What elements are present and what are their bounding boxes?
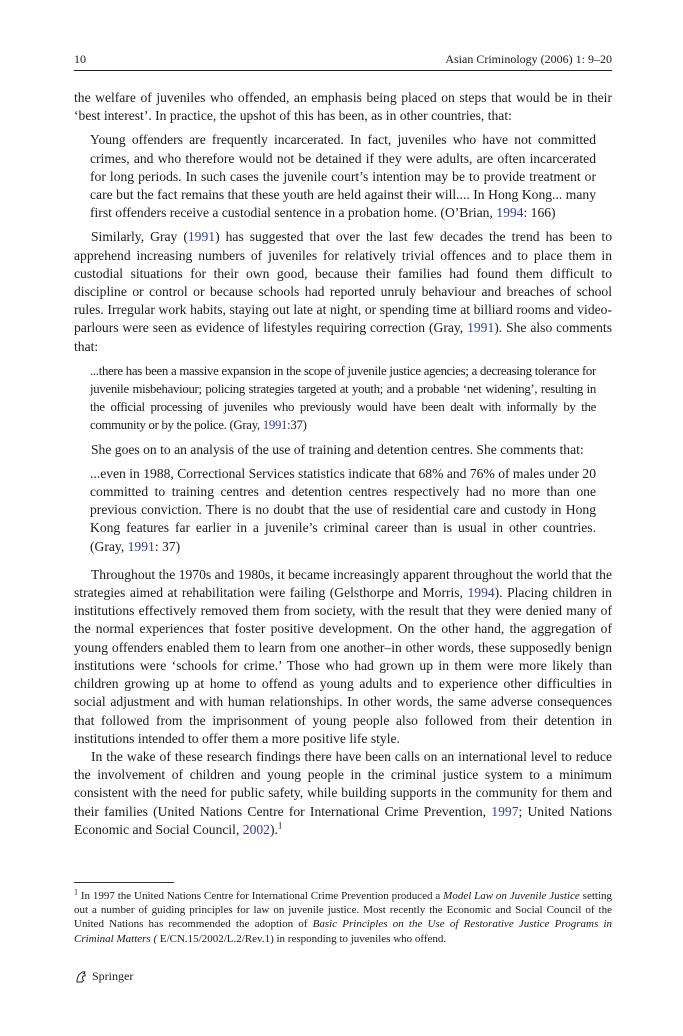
paragraph: the welfare of juveniles who offended, an emphasis being placed on steps that would be in their ‘best interest’. In practice, the upshot of this has been, as in other countries, that:	[74, 90, 612, 124]
paragraph: She goes on to an analysis of the use of training and detention centres. She comments that:	[91, 441, 584, 457]
paragraph-text: ; United Nations Economic and Social Council,	[74, 803, 612, 837]
quote-text: Young offenders are frequently incarcerated. In fact, juveniles who have not committed crimes, and who therefore would not be detained if they were adults, are often incarcerated for long periods. In such cases the juvenile court’s intention may be to provide treatment or care but the fact remains that these youth are held against their will.... In Hong Kong... many first offenders receive a custodial sentence in a probation home. (O’Brian,	[90, 132, 596, 221]
running-header	[74, 52, 612, 70]
block-quote	[90, 131, 596, 222]
paragraph-text: Similarly, Gray (	[91, 229, 188, 245]
paragraph-text: ). Placing children in institutions effectively removed them from society, with the result that they were denied many of the normal experiences that foster positive development. On the other hand, the aggregation of young offenders enabled them to learn from one another–in other words, these supposedly benign institutions were ‘schools for crime.’ Those who had grown up in them were more likely than children growing up at home to offend as young adults and to experience other difficulties in social adjustment and with human relationships. In other words, the same adverse consequences that followed from the imprisonment of young people also followed from their detention in institutions intended to offer them a more positive life style.	[74, 585, 612, 746]
block-quote	[90, 362, 596, 435]
paragraph	[74, 228, 612, 355]
citation-link[interactable]: 1997	[491, 803, 519, 819]
article-body	[74, 89, 612, 839]
journal-citation: Asian Criminology (2006) 1: 9–20	[445, 52, 612, 66]
footnote-number: 1	[74, 887, 78, 897]
page-number: 10	[74, 52, 86, 66]
paragraph-text: ).	[269, 821, 278, 837]
quote-text: ...even in 1988, Correctional Services statistics indicate that 68% and 76% of males under 20 committed to training centres and detention centres respectively had no more than one previous conviction. There is no doubt that the use of residential care and custody in Hong Kong features far earlier in a juvenile’s criminal career than is usual in other countries. (Gray,	[90, 465, 596, 554]
footnote-rule	[74, 882, 174, 883]
footnote	[74, 889, 612, 946]
header-rule	[74, 70, 612, 71]
citation-link[interactable]: 1991	[467, 320, 495, 336]
quote-tail: :37)	[287, 418, 307, 433]
footnote-text: E/CN.15/2002/L.2/Rev.1) in responding to juveniles who offend.	[157, 932, 447, 945]
footnote-title: Basic Principles on the Use of Restorative Justice Programs in Criminal Matters (	[74, 918, 612, 945]
quote-text: ...there has been a massive expansion in the scope of juvenile justice agencies; a decreasing tolerance for juvenile misbehaviour; policing strategies targeted at youth; and a probable ‘net widening’, resulting in the official processing of juveniles who previously would have been dealt with informally by the community or by the police. (Gray,	[90, 363, 596, 433]
paragraph	[74, 748, 612, 839]
paragraph-text: ) has suggested that over the last few decades the trend has been to apprehend increasing numbers of juveniles for relatively trivial offences and to place them in custodial situations for their own good, because their families had found them difficult to discipline or control or because schools had reported unruly behaviour and breaches of school rules. Irregular work habits, staying out late at night, or spending time at billiard rooms and video-parlours were seen as evidence of lifestyles requiring correction (Gray,	[74, 229, 612, 336]
block-quote	[90, 465, 596, 556]
quote-tail: : 166)	[523, 205, 556, 221]
footnote-marker[interactable]: 1	[277, 820, 283, 831]
footnote-text: setting out a number of guiding principles for law on juvenile justice. Most recently the Economic and Social Council of the United Nations has recommended the adoption of	[74, 890, 612, 931]
publisher-footer	[74, 969, 133, 984]
citation-link[interactable]: 1994	[496, 205, 524, 221]
citation-link[interactable]: 1991	[262, 418, 288, 433]
citation-link[interactable]: 1991	[187, 229, 216, 245]
paragraph-text: In the wake of these research findings there have been calls on an international level to reduce the involvement of children and young people in the criminal justice system to a minimum consistent with the need for public safety, while building supports in the community for them and their families (United Nations Centre for International Crime Prevention,	[74, 748, 612, 819]
footnote-title: Model Law on Juvenile Justice	[443, 890, 580, 902]
footnote-text: In 1997 the United Nations Centre for International Crime Prevention produced a	[80, 890, 444, 902]
springer-horse-icon	[74, 970, 88, 984]
paragraph-text: Throughout the 1970s and 1980s, it became increasingly apparent throughout the world that the strategies aimed at rehabilitation were failing (Gelsthorpe and Morris,	[74, 566, 612, 601]
citation-link[interactable]: 2002	[242, 821, 270, 837]
quote-tail: : 37)	[154, 538, 181, 554]
paragraph-text: ). She also comments that:	[74, 320, 612, 354]
publisher-name: Springer	[92, 969, 134, 983]
paragraph	[74, 566, 612, 748]
citation-link[interactable]: 1994	[467, 585, 495, 601]
citation-link[interactable]: 1991	[127, 538, 155, 554]
